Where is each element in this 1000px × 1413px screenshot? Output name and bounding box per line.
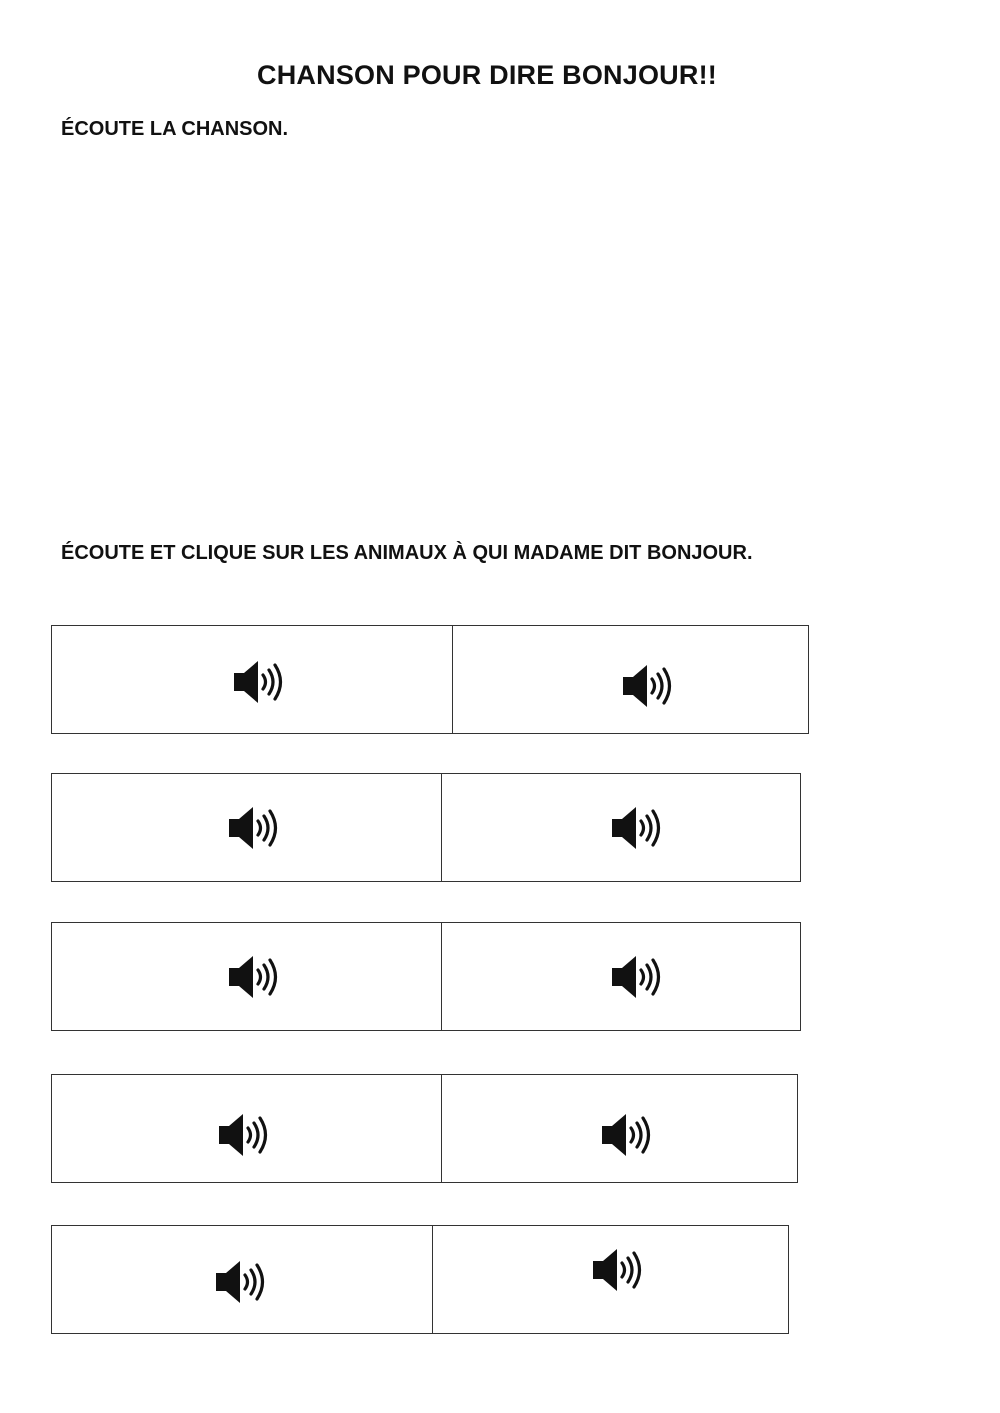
audio-row-4 bbox=[51, 1074, 798, 1183]
instruction-listen-song: ÉCOUTE LA CHANSON. bbox=[61, 118, 289, 140]
audio-cell[interactable] bbox=[52, 1075, 441, 1182]
audio-row-2 bbox=[51, 773, 801, 882]
speaker-icon[interactable] bbox=[600, 1111, 654, 1159]
audio-cell[interactable] bbox=[441, 923, 800, 1030]
speaker-icon[interactable] bbox=[227, 804, 281, 852]
audio-cell[interactable] bbox=[52, 1226, 432, 1333]
audio-cell[interactable] bbox=[441, 1075, 797, 1182]
speaker-icon[interactable] bbox=[227, 953, 281, 1001]
speaker-icon[interactable] bbox=[214, 1258, 268, 1306]
audio-row-3 bbox=[51, 922, 801, 1031]
audio-cell[interactable] bbox=[432, 1226, 788, 1333]
audio-cell[interactable] bbox=[452, 626, 808, 733]
speaker-icon[interactable] bbox=[217, 1111, 271, 1159]
audio-cell[interactable] bbox=[52, 774, 441, 881]
worksheet-title: CHANSON POUR DIRE BONJOUR!! bbox=[257, 60, 717, 90]
audio-row-1 bbox=[51, 625, 809, 734]
video-placeholder[interactable] bbox=[61, 160, 861, 500]
speaker-icon[interactable] bbox=[610, 804, 664, 852]
audio-row-5 bbox=[51, 1225, 789, 1334]
speaker-icon[interactable] bbox=[621, 662, 675, 710]
audio-cell[interactable] bbox=[52, 626, 452, 733]
speaker-icon[interactable] bbox=[610, 953, 664, 1001]
audio-cell[interactable] bbox=[52, 923, 441, 1030]
audio-cell[interactable] bbox=[441, 774, 800, 881]
speaker-icon[interactable] bbox=[591, 1246, 645, 1294]
speaker-icon[interactable] bbox=[232, 658, 286, 706]
instruction-click-animals: ÉCOUTE ET CLIQUE SUR LES ANIMAUX À QUI MADAME DIT BONJOUR. bbox=[61, 542, 753, 564]
